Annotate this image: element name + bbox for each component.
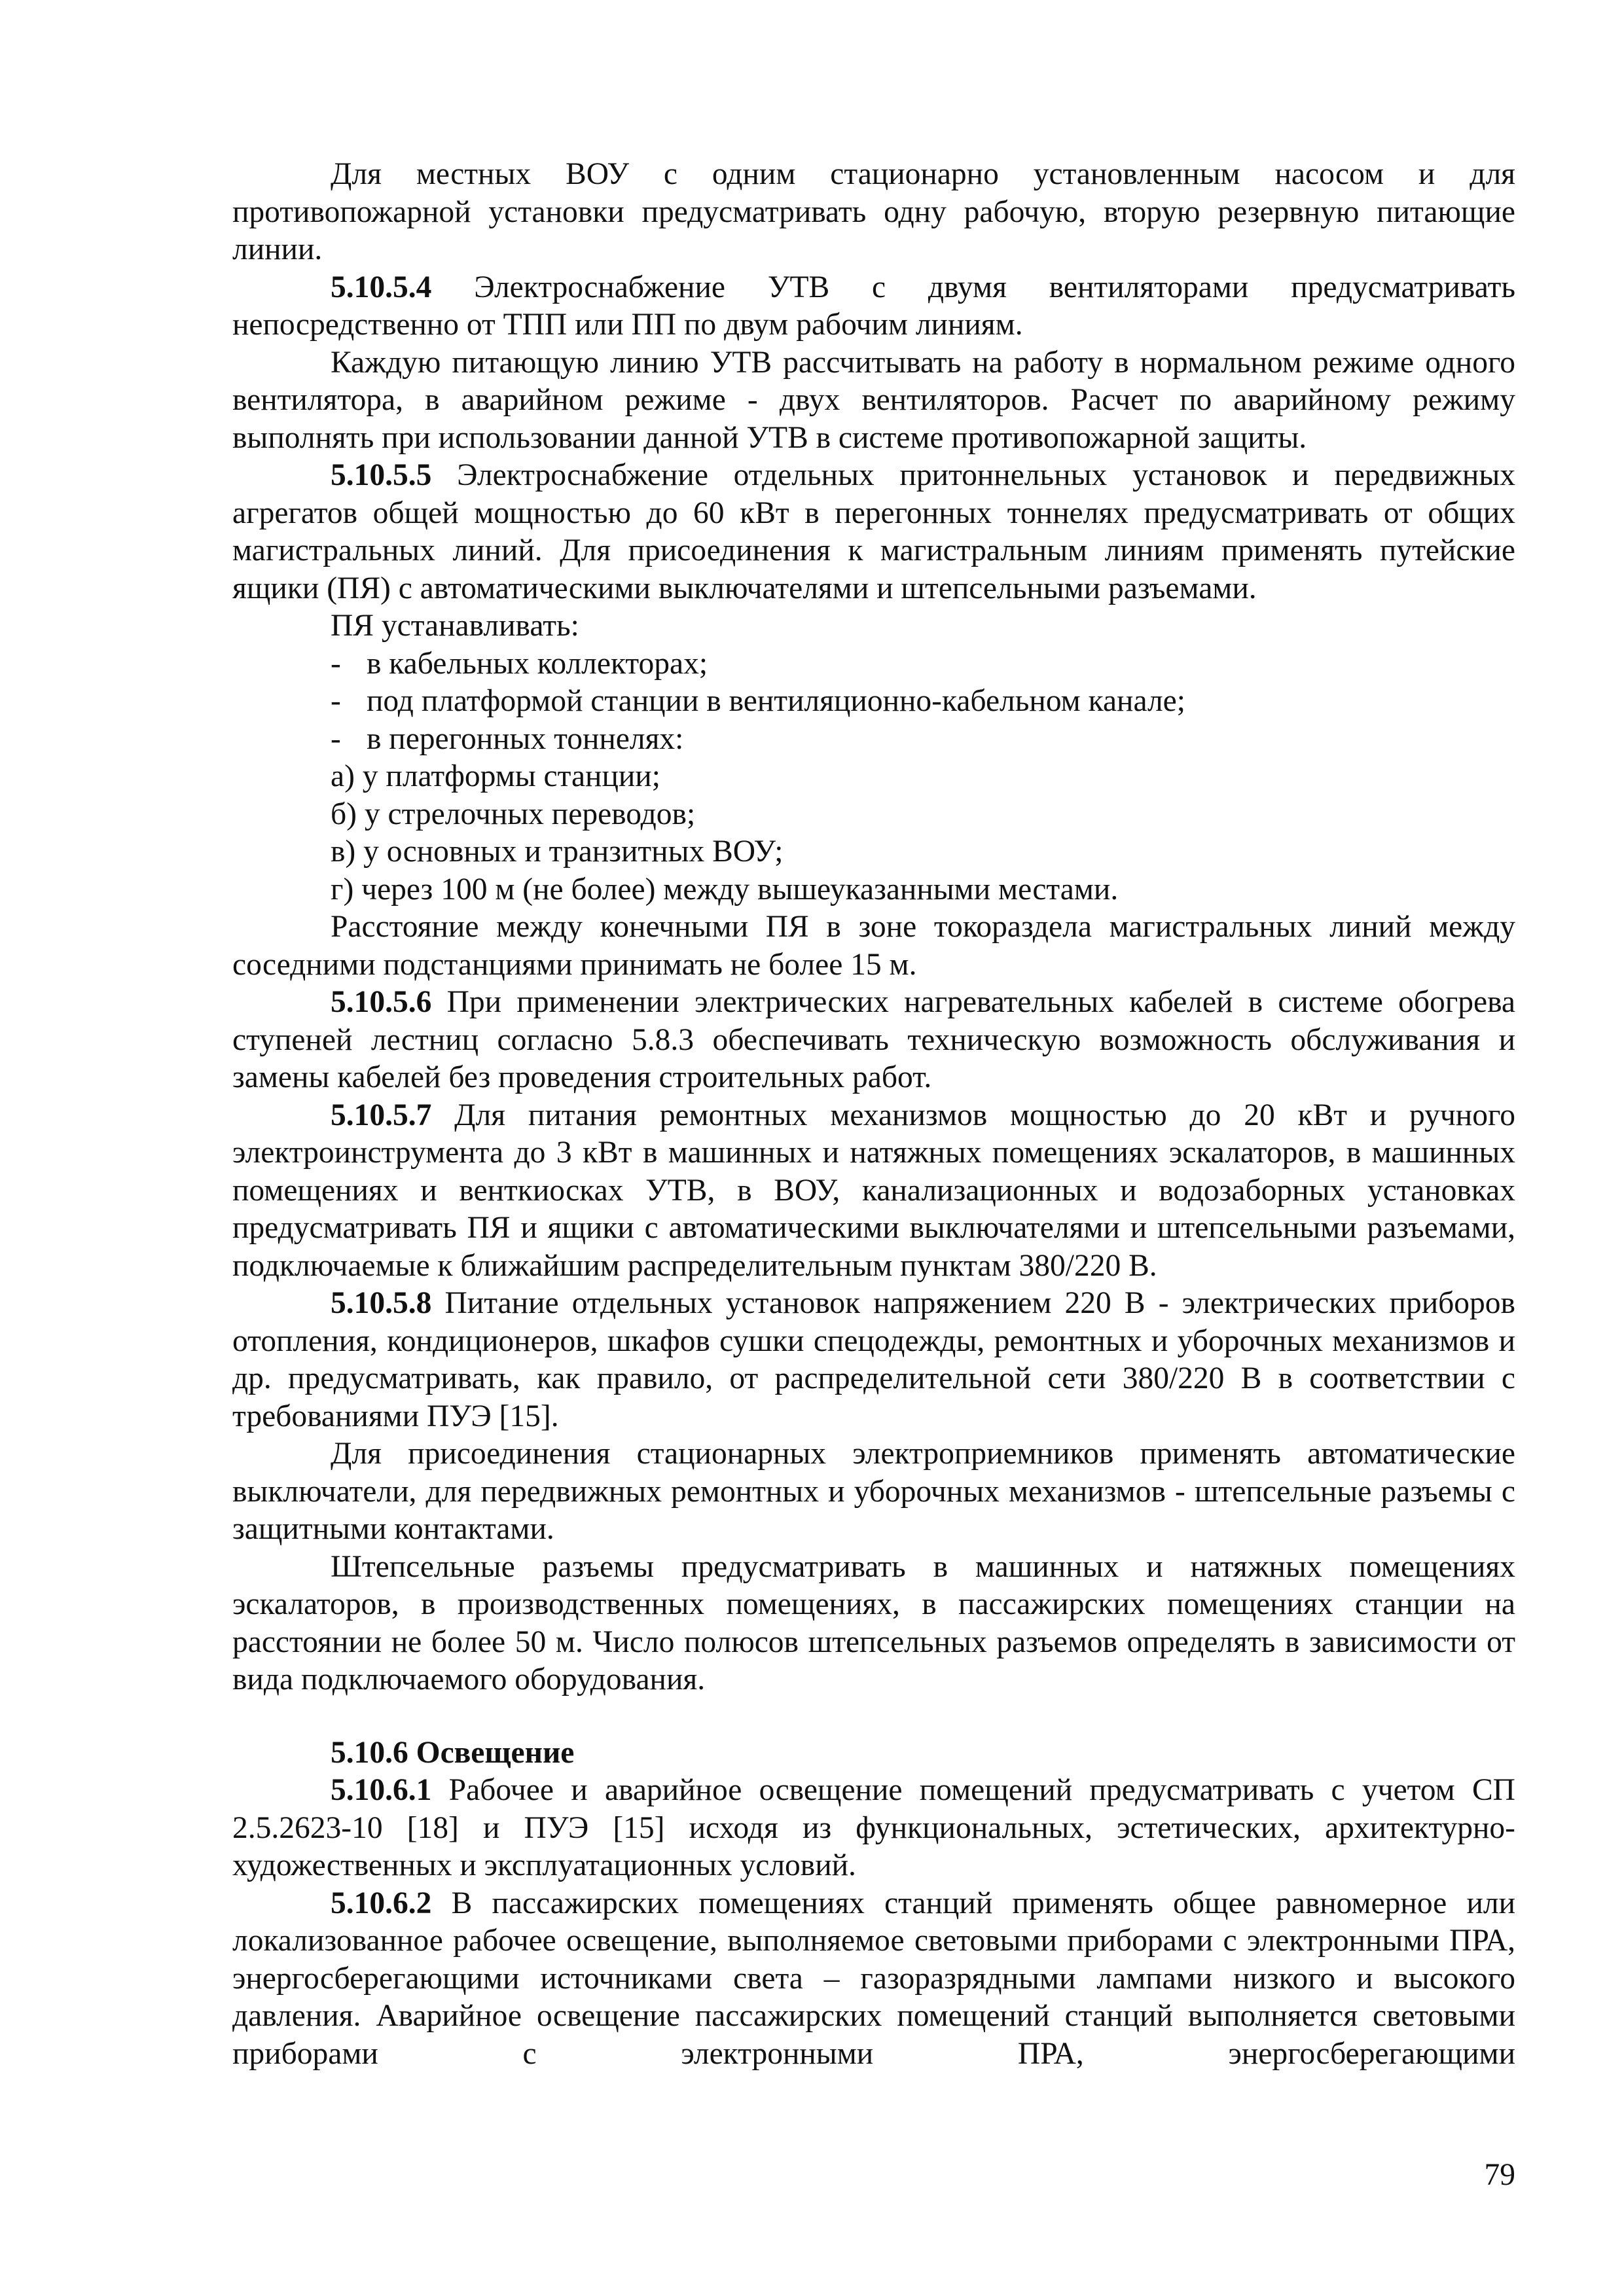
paragraph: Для присоединения стационарных электроприемников применять автоматические выключатели, для передвижных ремонтных и уборочных механизмов - штепсельные разъемы с защитными контактами. <box>232 1437 1515 1546</box>
paragraph-5-10-5-7: 5.10.5.7 Для питания ремонтных механизмов мощностью до 20 кВт и ручного электроинструмента до 3 кВт в машинных и натяжных помещениях эскалаторов, в машинных помещениях и венткиосках УТВ, в ВОУ, канализационных и водозаборных установках предусматривать ПЯ и ящики с автоматическими выключателями и штепсельными разъемами, подключаемые к ближайшим распределительным пунктам 380/220 В. <box>232 1098 1515 1283</box>
letter-list-item: а) у платформы станции; <box>331 759 660 793</box>
page-body <box>232 156 1515 2073</box>
section-heading: 5.10.6 Освещение <box>331 1735 575 1770</box>
clause-number: 5.10.5.5 <box>331 458 432 492</box>
letter-list-item: г) через 100 м (не более) между вышеуказанными местами. <box>331 872 1119 906</box>
paragraph: Штепсельные разъемы предусматривать в машинных и натяжных помещениях эскалаторов, в производственных помещениях, в пассажирских помещениях станции на расстоянии не более 50 м. Число полюсов штепсельных разъемов определять в зависимости от вида подключаемого оборудования. <box>232 1549 1515 1696</box>
section-spacer <box>232 1699 1515 1734</box>
paragraph-5-10-5-4: 5.10.5.4 Электроснабжение УТВ с двумя вентиляторами предусматривать непосредственно от ТПП или ПП по двум рабочим линиям. <box>232 270 1515 342</box>
clause-number: 5.10.6.2 <box>331 1886 432 1920</box>
paragraph: Каждую питающую линию УТВ рассчитывать на работу в нормальном режиме одного вентилятора, в аварийном режиме - двух вентиляторов. Расчет по аварийному режиму выполнять при использовании данной УТВ в системе противопожарной защиты. <box>232 345 1515 455</box>
paragraph: ПЯ устанавливать: <box>331 609 579 643</box>
letter-list-item: в) у основных и транзитных ВОУ; <box>331 834 784 869</box>
dash-list-item: - в перегонных тоннелях: <box>331 721 684 756</box>
paragraph-5-10-5-5: 5.10.5.5 Электроснабжение отдельных притоннельных установок и передвижных агрегатов общей мощностью до 60 кВт в перегонных тоннелях предусматривать от общих магистральных линий. Для присоединения к магистральным линиям применять путейские ящики (ПЯ) с автоматическими выключателями и штепсельными разъемами. <box>232 458 1515 605</box>
paragraph: Для местных ВОУ с одним стационарно установленным насосом и для противопожарной установки предусматривать одну рабочую, вторую резервную питающие линии. <box>232 157 1515 266</box>
paragraph-5-10-5-6: 5.10.5.6 При применении электрических нагревательных кабелей в системе обогрева ступеней лестниц согласно 5.8.3 обеспечивать техническую возможность обслуживания и замены кабелей без проведения строительных работ. <box>232 985 1515 1094</box>
paragraph-5-10-5-8: 5.10.5.8 Питание отдельных установок напряжением 220 В - электрических приборов отопления, кондиционеров, шкафов сушки спецодежды, ремонтных и уборочных механизмов и др. предусматривать, как правило, от распределительной сети 380/220 В в соответствии с требованиями ПУЭ [15]. <box>232 1286 1515 1433</box>
clause-number: 5.10.5.6 <box>331 985 432 1019</box>
clause-number: 5.10.5.7 <box>331 1098 432 1132</box>
dash-list-item: - под платформой станции в вентиляционно-кабельном канале; <box>331 684 1185 718</box>
paragraph-5-10-6-2: 5.10.6.2 В пассажирских помещениях станций применять общее равномерное или локализованное рабочее освещение, выполняемое световыми приборами с электронными ПРА, энергосберегающими источниками света – газоразрядными лампами низкого и высокого давления. Аварийное освещение пассажирских помещений станций выполняется световыми приборами с электронными ПРА, энергосберегающими <box>232 1886 1515 2071</box>
clause-number: 5.10.5.8 <box>331 1286 432 1320</box>
dash-list-item: - в кабельных коллекторах; <box>331 646 708 681</box>
clause-number: 5.10.6.1 <box>331 1773 432 1807</box>
paragraph: Расстояние между конечными ПЯ в зоне токораздела магистральных линий между соседними подстанциями принимать не более 15 м. <box>232 910 1515 982</box>
clause-number: 5.10.5.4 <box>331 270 432 304</box>
letter-list-item: б) у стрелочных переводов; <box>331 797 696 831</box>
page-number: 79 <box>1484 2158 1515 2192</box>
paragraph-5-10-6-1: 5.10.6.1 Рабочее и аварийное освещение помещений предусматривать с учетом СП 2.5.2623-10 [18] и ПУЭ [15] исходя из функциональных, эстетических, архитектурно-художественных и эксплуатационных условий. <box>232 1773 1515 1882</box>
